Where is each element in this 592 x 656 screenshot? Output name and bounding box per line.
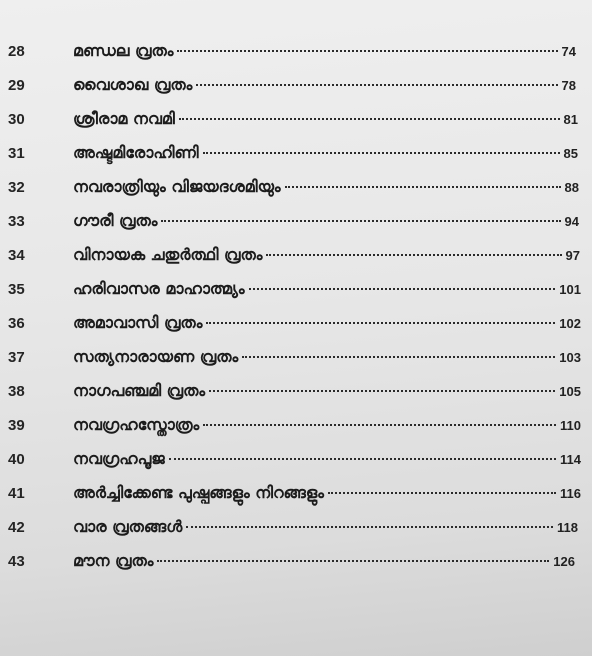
page-number: 102 [559, 316, 581, 331]
chapter-title: അഷ്ടമിരോഹിണി [73, 143, 199, 162]
chapter-title: സത്യനാരായണ വ്രതം [73, 347, 239, 366]
toc-entry [73, 449, 581, 469]
toc-entry [73, 211, 579, 231]
dot-leader [179, 118, 560, 120]
dot-leader [157, 560, 549, 562]
chapter-number: 28 [8, 42, 25, 60]
toc-entry [73, 279, 581, 299]
chapter-title: അമാവാസി വ്രതം [73, 313, 203, 332]
chapter-title: നവഗ്രഹസ്തോത്രം [73, 415, 200, 434]
chapter-title: നവഗ്രഹപൂജ [73, 449, 165, 468]
chapter-number: 43 [8, 552, 25, 570]
chapter-number: 40 [8, 450, 25, 468]
toc-entry [73, 483, 581, 503]
page-number: 94 [564, 214, 579, 229]
page-number: 118 [557, 520, 578, 535]
toc-entry [73, 177, 579, 197]
dot-leader [285, 186, 561, 188]
chapter-number: 42 [8, 518, 25, 536]
chapter-title: നവരാത്രിയും വിജയദശമിയും [73, 177, 281, 196]
toc-entry [73, 347, 581, 367]
chapter-number: 36 [8, 314, 25, 332]
dot-leader [242, 356, 555, 358]
dot-leader [328, 492, 556, 494]
toc-entry [73, 143, 578, 163]
dot-leader [249, 288, 556, 290]
page-number: 74 [561, 44, 576, 59]
page-number: 81 [563, 112, 578, 127]
toc-row [0, 306, 592, 340]
dot-leader [186, 526, 553, 528]
toc-row [0, 170, 592, 204]
toc-row [0, 238, 592, 272]
toc-row [0, 68, 592, 102]
toc-row [0, 442, 592, 476]
dot-leader [203, 424, 556, 426]
toc-row [0, 136, 592, 170]
toc-entry [73, 415, 581, 435]
dot-leader [177, 50, 557, 52]
toc-entry [73, 245, 580, 265]
chapter-number: 38 [8, 382, 25, 400]
table-of-contents [0, 34, 592, 578]
chapter-title: വാര വ്രതങ്ങൾ [73, 517, 183, 536]
chapter-number: 37 [8, 348, 25, 366]
toc-row [0, 34, 592, 68]
toc-row [0, 544, 592, 578]
dot-leader [169, 458, 556, 460]
toc-row [0, 204, 592, 238]
page-number: 110 [560, 418, 581, 433]
toc-entry [73, 381, 581, 401]
toc-row [0, 476, 592, 510]
toc-entry [73, 109, 578, 129]
dot-leader [203, 152, 560, 154]
chapter-number: 41 [8, 484, 25, 502]
chapter-number: 39 [8, 416, 25, 434]
chapter-number: 32 [8, 178, 25, 196]
toc-entry [73, 313, 581, 333]
page-number: 101 [559, 282, 581, 297]
chapter-title: നാഗപഞ്ചമി വ്രതം [73, 381, 206, 400]
toc-row [0, 408, 592, 442]
chapter-number: 31 [8, 144, 25, 162]
dot-leader [161, 220, 560, 222]
page-number: 88 [564, 180, 579, 195]
toc-row [0, 374, 592, 408]
dot-leader [196, 84, 557, 86]
dot-leader [209, 390, 555, 392]
page-number: 78 [561, 78, 576, 93]
toc-row [0, 510, 592, 544]
toc-entry [73, 41, 576, 61]
chapter-title: മണ്ഡല വ്രതം [73, 41, 174, 60]
chapter-number: 35 [8, 280, 25, 298]
chapter-number: 30 [8, 110, 25, 128]
chapter-title: ഗൗരീ വ്രതം [73, 211, 158, 230]
page-number: 85 [563, 146, 578, 161]
dot-leader [206, 322, 555, 324]
page-number: 114 [560, 452, 581, 467]
page-number: 103 [559, 350, 581, 365]
page-number: 105 [559, 384, 581, 399]
page-number: 126 [553, 554, 575, 569]
chapter-number: 29 [8, 76, 25, 94]
chapter-title: മൗന വ്രതം [73, 551, 154, 570]
dot-leader [266, 254, 561, 256]
chapter-title: വിനായക ചതുർത്ഥി വ്രതം [73, 245, 263, 264]
toc-entry [73, 551, 575, 571]
chapter-number: 34 [8, 246, 25, 264]
chapter-number: 33 [8, 212, 25, 230]
chapter-title: ഹരിവാസര മാഹാത്മ്യം [73, 279, 245, 298]
toc-row [0, 102, 592, 136]
chapter-title: വൈശാഖ വ്രതം [73, 75, 193, 94]
toc-row [0, 272, 592, 306]
toc-entry [73, 517, 578, 537]
chapter-title: ശ്രീരാമ നവമി [73, 109, 175, 128]
chapter-title: അർച്ചിക്കേണ്ട പുഷ്പങ്ങളും നിറങ്ങളും [73, 483, 324, 502]
page-number: 97 [565, 248, 580, 263]
page-number: 116 [560, 486, 581, 501]
toc-row [0, 340, 592, 374]
toc-entry [73, 75, 576, 95]
